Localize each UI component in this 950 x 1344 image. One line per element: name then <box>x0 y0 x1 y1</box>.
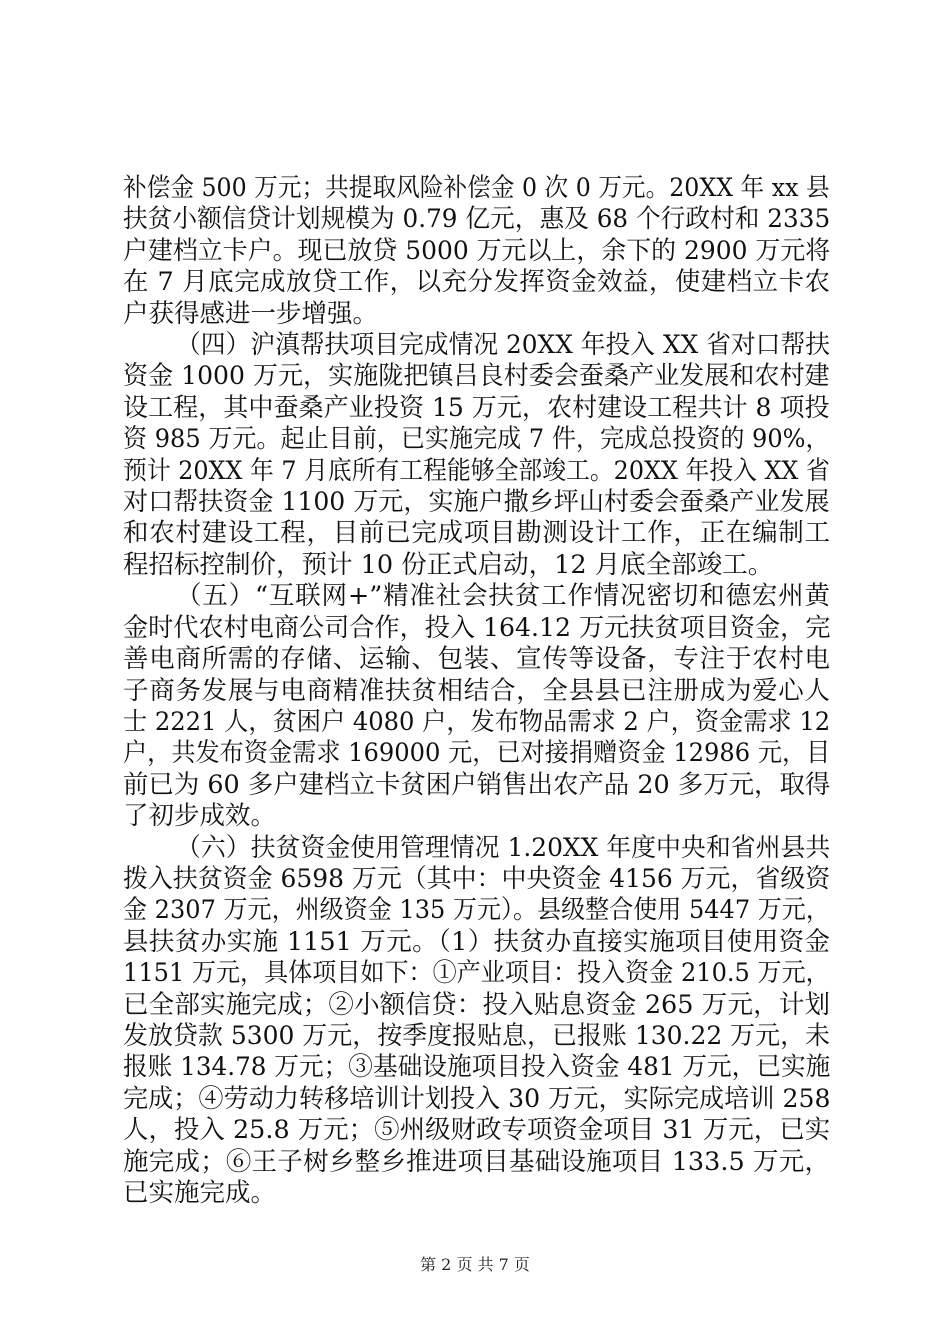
text-line-content: 完成；④劳动力转移培训计划投入 30 万元，实际完成培训 258 <box>123 1083 831 1114</box>
text-line-content: 发放贷款 5300 万元，按季度报贴息，已报账 130.22 万元，未 <box>123 1020 831 1051</box>
text-line-content: 设工程，其中蚕桑产业投资 15 万元，农村建设工程共计 8 项投 <box>123 392 830 423</box>
text-line-content: （四）沪滇帮扶项目完成情况 20XX 年投入 XX 省对口帮扶 <box>176 330 831 361</box>
text-line-content: 人，投入 25.8 万元；⑤州级财政专项资金项目 31 万元，已实 <box>123 1115 831 1146</box>
text-line-content: 扶贫小额信贷计划规模为 0.79 亿元，惠及 68 个行政村和 2335 <box>123 204 831 235</box>
text-line-content: 在 7 月底完成放贷工作，以充分发挥资金效益，使建档立卡农 <box>123 267 830 298</box>
text-line-content: （六）扶贫资金使用管理情况 1.20XX 年度中央和省州县共 <box>176 832 831 863</box>
text-line <box>0 1175 950 1211</box>
page-footer: 第 2 页 共 7 页 <box>420 1255 530 1274</box>
text-line-content: （五）“互联网+”精准社会扶贫工作情况密切和德宏州黄 <box>176 581 830 612</box>
text-line-content: 了初步成效。 <box>123 801 277 832</box>
text-line-content: 户获得感进一步增强。 <box>123 298 379 329</box>
text-line-content: 户，共发布资金需求 169000 元，已对接捐赠资金 12986 元，目 <box>123 738 831 769</box>
text-line-content: 子商务发展与电商精准扶贫相结合，全县县已注册成为爱心人 <box>123 675 830 706</box>
text-line-content: 补偿金 500 万元；共提取风险补偿金 0 次 0 万元。20XX 年 xx 县 <box>123 173 830 203</box>
text-line-content: 县扶贫办实施 1151 万元。（1）扶贫办直接实施项目使用资金 <box>123 926 830 957</box>
text-line-content: 和农村建设工程，目前已完成项目勘测设计工作，正在编制工 <box>123 518 830 549</box>
text-line-content: 报账 134.78 万元；③基础设施项目投入资金 481 万元，已实施 <box>123 1052 831 1083</box>
text-line-content: 金时代农村电商公司合作，投入 164.12 万元扶贫项目资金，完 <box>123 612 831 643</box>
text-line-content: 金 2307 万元，州级资金 135 万元）。县级整合使用 5447 万元， <box>123 895 830 926</box>
text-line-content: 1151 万元，具体项目如下：①产业项目：投入资金 210.5 万元， <box>123 958 830 989</box>
text-line-content: 善电商所需的存储、运输、包装、宣传等设备，专注于农村电 <box>123 644 830 675</box>
text-line-content: 预计 20XX 年 7 月底所有工程能够全部竣工。20XX 年投入 XX 省 <box>123 455 830 486</box>
text-line-content: 程招标控制价，预计 10 份正式启动，12 月底全部竣工。 <box>123 549 774 580</box>
text-line-content: 前已为 60 多户建档立卡贫困户销售出农产品 20 多万元，取得 <box>123 769 831 800</box>
text-line-content: 拨入扶贫资金 6598 万元（其中：中央资金 4156 万元，省级资 <box>123 863 831 894</box>
text-line-content: 士 2221 人，贫困户 4080 户，发布物品需求 2 户，资金需求 12 <box>123 706 831 737</box>
text-line-content: 已全部实施完成；②小额信贷：投入贴息资金 265 万元，计划 <box>123 989 830 1020</box>
text-line-content: 资金 1000 万元，实施陇把镇吕良村委会蚕桑产业发展和农村建 <box>123 361 830 392</box>
text-line-content: 对口帮扶资金 1100 万元，实施户撒乡坪山村委会蚕桑产业发展 <box>123 487 830 518</box>
text-line-content: 已实施完成。 <box>123 1178 277 1208</box>
text-line-content: 户建档立卡户。现已放贷 5000 万元以上，余下的 2900 万元将 <box>123 235 831 266</box>
text-line-content: 资 985 万元。起止目前，已实施完成 7 件，完成总投资的 90%， <box>123 424 830 455</box>
text-line-content: 施完成；⑥王子树乡整乡推进项目基础设施项目 133.5 万元， <box>123 1146 830 1177</box>
